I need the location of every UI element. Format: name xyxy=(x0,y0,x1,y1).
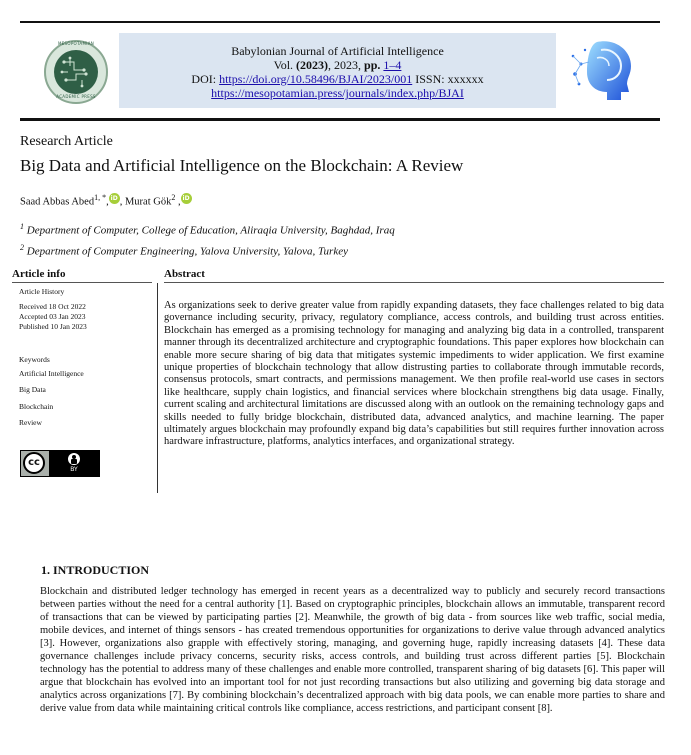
vol-prefix: Vol. xyxy=(273,58,294,72)
top-rule xyxy=(20,21,660,23)
affiliation xyxy=(20,243,348,258)
orcid-icon[interactable]: iD xyxy=(182,195,190,202)
journal-name: Babylonian Journal of Artificial Intelligence xyxy=(231,44,444,58)
affiliation-text: Department of Computer Engineering, Yalova University, Yalova, Turkey xyxy=(26,245,348,258)
received-date: Received 18 Oct 2022 xyxy=(19,302,86,311)
author-sup: 2 xyxy=(171,193,176,202)
by-block xyxy=(49,451,99,476)
pp-label: pp. xyxy=(364,58,381,72)
affiliation-number: 1 xyxy=(20,222,24,231)
journal-url-link[interactable]: https://mesopotamian.press/journals/index.php/BJAI xyxy=(211,86,464,100)
keyword: Review xyxy=(19,418,42,427)
abstract-body: As organizations seek to derive greater value from rapidly expanding datasets, they face challenges related to big data governance including security, privacy, regulatory compliance, access controls, and building trust across entities. Blockchain has emerged as a promising technology for managing and analyzing big data in a controlled, transparent manner through its decentralized architecture and cryptographic foundations. This paper explores how blockchain can enable more secure sharing of big data that mitigates systemic impediments to wider application. We first examine unique properties of blockchain technology that allow distrusting parties to collaborate through immutable records, consensus protocols, smart contracts, and permissions management. We then profile real-world use cases in sectors like healthcare, supply chain logistics, and financial services where blockchain strengthens big data usage. Finally, current scaling and architectural limitations are discussed along with an outlook on the remaining technology gaps and skills needed to fully bridge blockchain, distributed data, advanced analytics, and machine learning. The paper ultimately argues blockchain may profoundly expand big data’s capabilities but still requires further innovation across hardware infrastructure, platforms, analytics interfaces, and organizational strategy. xyxy=(164,300,664,448)
author-name: Saad Abbas Abed xyxy=(20,196,95,208)
logo-ring-bottom-text: ACADEMIC PRESS xyxy=(56,94,96,99)
ai-head-icon xyxy=(567,34,641,108)
abstract-heading: Abstract xyxy=(164,268,205,280)
article-title: Big Data and Artificial Intelligence on the Blockchain: A Review xyxy=(20,156,464,175)
affiliation xyxy=(20,222,395,237)
logo-circuit-icon xyxy=(54,50,98,94)
abstract-divider xyxy=(157,283,158,493)
keyword: Blockchain xyxy=(19,402,54,411)
journal-url-line xyxy=(119,86,556,100)
info-rule xyxy=(12,282,152,283)
author-sup: 1, * xyxy=(94,193,107,202)
orcid-icon[interactable]: iD xyxy=(110,195,118,202)
keyword: Big Data xyxy=(19,385,46,394)
affiliation-number: 2 xyxy=(20,243,24,252)
article-type: Research Article xyxy=(20,134,113,149)
cc-icon: cc xyxy=(23,452,45,474)
person-icon xyxy=(68,453,80,465)
section-heading: 1. INTRODUCTION xyxy=(41,563,150,577)
author-name: Murat Gök xyxy=(124,196,172,208)
author-line: Saad Abbas Abed$^{1, *}$, iD , Murat Gök$^2$ , iD xyxy=(20,193,190,208)
cc-by-license-badge[interactable] xyxy=(20,450,100,477)
logo-ring-top-text: MESOPOTAMIAN xyxy=(57,41,95,46)
pp-range-link[interactable]: 1–4 xyxy=(383,58,402,72)
doi-link[interactable]: https://doi.org/10.58496/BJAI/2023/001 xyxy=(219,72,413,86)
keyword: Artificial Intelligence xyxy=(19,369,84,378)
accepted-date: Accepted 03 Jan 2023 xyxy=(19,312,86,321)
affiliation-text: Department of Computer, College of Education, Aliraqia University, Baghdad, Iraq xyxy=(26,224,395,237)
published-date: Published 10 Jan 2023 xyxy=(19,322,87,331)
doi-label: DOI: xyxy=(191,72,217,86)
vol-year: (2023) xyxy=(296,58,329,72)
article-info-heading: Article info xyxy=(12,268,66,280)
vol-mid: , 2023, xyxy=(328,58,362,72)
publisher-logo xyxy=(44,40,108,104)
keywords-label: Keywords xyxy=(19,355,50,364)
article-history-label: Article History xyxy=(19,287,65,296)
abstract-rule xyxy=(164,282,664,283)
by-label: BY xyxy=(70,466,78,473)
section-body: Blockchain and distributed ledger technology has emerged in recent years as a decentralized way to publicly and securely record transactions between parties without the need for a central authority [1]. Based on cryptographic principles, blockchain allows an immutable, transparent record of transactions that can be viewed by participating parties [2]. Meanwhile, the growth of big data - from sources like web traffic, social media, mobile devices, and internet of things sensors - has created tremendous opportunities for organizations to derive value through advanced analytics [3]. However, organizations also grapple with effectively storing, managing, and governing huge, rapidly increasing datasets [4]. These data governance challenges include privacy concerns, security risks, access controls, and building trust across different parties [5]. Blockchain technology has the potential to address many of these challenges and enable more controlled, transparent sharing of big datasets [6]. This paper will argue that blockchain has evolved into an important tool for not just recording transactions but also utilizing and governing big data storage and analytics across organizations [7]. By combining blockchain’s decentralized approach with big data pools, we can enable more parties to share and derive value from data while maintaining critical controls like compliance, access restrictions, and participant consent [8]. xyxy=(40,586,665,714)
journal-info-box xyxy=(119,33,556,108)
header-rule xyxy=(20,118,660,121)
issn: ISSN: xxxxxx xyxy=(415,72,484,86)
doi-line xyxy=(119,72,556,86)
volume-line xyxy=(119,58,556,72)
